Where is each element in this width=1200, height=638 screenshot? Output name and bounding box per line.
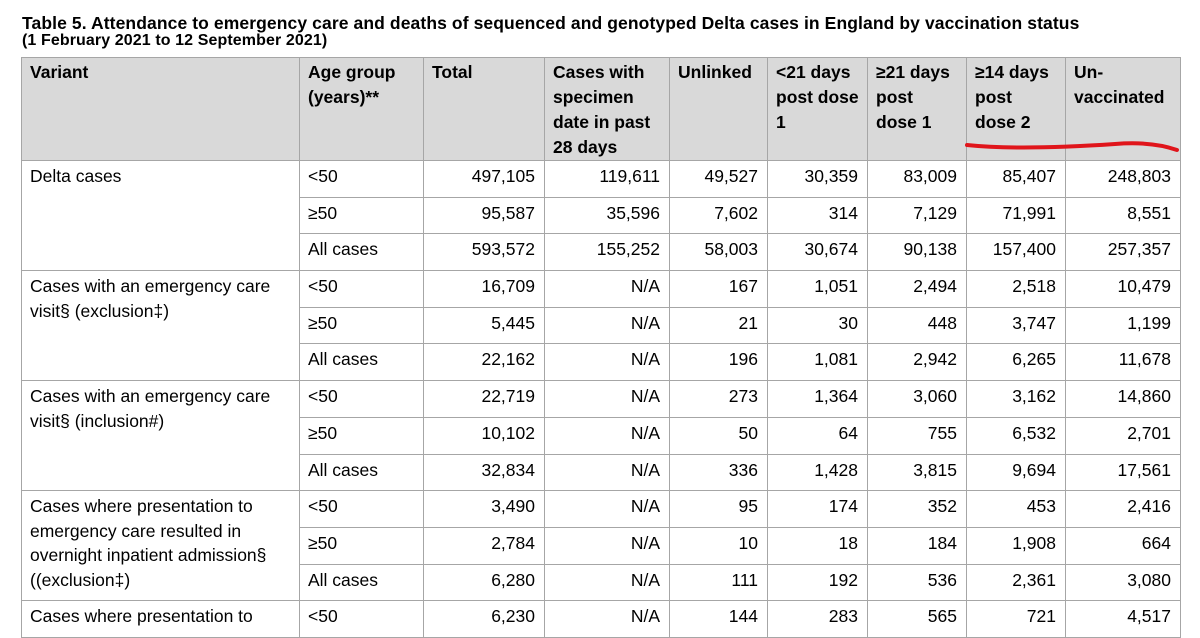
value-cell-lt21d1: 64 — [768, 417, 868, 454]
table-title — [22, 12, 1192, 50]
header-unlinked: Unlinked — [670, 58, 768, 161]
value-cell-ge14d2: 1,908 — [967, 527, 1066, 564]
value-cell-unvax: 3,080 — [1066, 564, 1181, 601]
value-cell-unvax: 4,517 — [1066, 601, 1181, 638]
value-cell-unlinked: 49,527 — [670, 161, 768, 198]
value-cell-ge14d2: 9,694 — [967, 454, 1066, 491]
value-cell-unlinked: 95 — [670, 491, 768, 528]
table-row — [22, 601, 1181, 638]
value-cell-unvax: 8,551 — [1066, 197, 1181, 234]
value-cell-unvax: 248,803 — [1066, 161, 1181, 198]
value-cell-total: 497,105 — [424, 161, 545, 198]
value-cell-total: 6,280 — [424, 564, 545, 601]
value-cell-unlinked: 144 — [670, 601, 768, 638]
age-group-cell: All cases — [300, 564, 424, 601]
value-cell-unvax: 2,701 — [1066, 417, 1181, 454]
value-cell-unvax: 14,860 — [1066, 381, 1181, 418]
value-cell-specimen: N/A — [545, 601, 670, 638]
value-cell-lt21d1: 174 — [768, 491, 868, 528]
value-cell-unlinked: 21 — [670, 307, 768, 344]
value-cell-total: 10,102 — [424, 417, 545, 454]
table-row — [22, 271, 1181, 308]
header-unvaccinated: Un-vaccinated — [1066, 58, 1181, 161]
value-cell-ge21d1: 352 — [868, 491, 967, 528]
value-cell-ge14d2: 2,518 — [967, 271, 1066, 308]
value-cell-specimen: N/A — [545, 381, 670, 418]
value-cell-specimen: N/A — [545, 417, 670, 454]
value-cell-ge14d2: 71,991 — [967, 197, 1066, 234]
value-cell-ge14d2: 2,361 — [967, 564, 1066, 601]
age-group-cell: <50 — [300, 491, 424, 528]
value-cell-ge14d2: 3,747 — [967, 307, 1066, 344]
age-group-cell: ≥50 — [300, 527, 424, 564]
value-cell-unvax: 17,561 — [1066, 454, 1181, 491]
value-cell-ge14d2: 157,400 — [967, 234, 1066, 271]
value-cell-ge14d2: 3,162 — [967, 381, 1066, 418]
value-cell-ge21d1: 448 — [868, 307, 967, 344]
value-cell-specimen: N/A — [545, 527, 670, 564]
value-cell-specimen: N/A — [545, 307, 670, 344]
value-cell-unvax: 664 — [1066, 527, 1181, 564]
value-cell-total: 3,490 — [424, 491, 545, 528]
value-cell-ge21d1: 184 — [868, 527, 967, 564]
value-cell-specimen: N/A — [545, 271, 670, 308]
value-cell-ge14d2: 85,407 — [967, 161, 1066, 198]
value-cell-unlinked: 10 — [670, 527, 768, 564]
value-cell-unlinked: 58,003 — [670, 234, 768, 271]
header-lt21-post-dose1: <21 days post dose 1 — [768, 58, 868, 161]
delta-cases-table — [21, 57, 1181, 638]
value-cell-ge14d2: 721 — [967, 601, 1066, 638]
value-cell-total: 32,834 — [424, 454, 545, 491]
value-cell-unlinked: 7,602 — [670, 197, 768, 234]
value-cell-ge21d1: 7,129 — [868, 197, 967, 234]
variant-cell: Delta cases — [22, 161, 300, 271]
value-cell-lt21d1: 1,081 — [768, 344, 868, 381]
variant-cell: Cases where presentation to — [22, 601, 300, 638]
header-ge14-post-dose2: ≥14 days post dose 2 — [967, 58, 1066, 161]
value-cell-lt21d1: 192 — [768, 564, 868, 601]
value-cell-unlinked: 111 — [670, 564, 768, 601]
value-cell-total: 22,719 — [424, 381, 545, 418]
value-cell-ge21d1: 3,060 — [868, 381, 967, 418]
table-row — [22, 381, 1181, 418]
value-cell-specimen: N/A — [545, 344, 670, 381]
value-cell-unlinked: 50 — [670, 417, 768, 454]
header-age-group: Age group (years)** — [300, 58, 424, 161]
value-cell-ge14d2: 453 — [967, 491, 1066, 528]
age-group-cell: ≥50 — [300, 197, 424, 234]
value-cell-lt21d1: 314 — [768, 197, 868, 234]
value-cell-ge21d1: 536 — [868, 564, 967, 601]
value-cell-lt21d1: 1,364 — [768, 381, 868, 418]
value-cell-ge14d2: 6,265 — [967, 344, 1066, 381]
header-cases-with-specimen: Cases with specimen date in past 28 days — [545, 58, 670, 161]
age-group-cell: <50 — [300, 601, 424, 638]
variant-cell: Cases with an emergency care visit§ (inclusion#) — [22, 381, 300, 491]
value-cell-lt21d1: 30 — [768, 307, 868, 344]
value-cell-lt21d1: 30,359 — [768, 161, 868, 198]
value-cell-total: 95,587 — [424, 197, 545, 234]
value-cell-unlinked: 273 — [670, 381, 768, 418]
value-cell-ge21d1: 3,815 — [868, 454, 967, 491]
value-cell-ge21d1: 755 — [868, 417, 967, 454]
variant-cell: Cases where presentation to emergency care resulted in overnight inpatient admission§ ((exclusion‡) — [22, 491, 300, 601]
value-cell-lt21d1: 30,674 — [768, 234, 868, 271]
table-row — [22, 161, 1181, 198]
age-group-cell: <50 — [300, 161, 424, 198]
value-cell-total: 6,230 — [424, 601, 545, 638]
value-cell-lt21d1: 283 — [768, 601, 868, 638]
value-cell-specimen: N/A — [545, 491, 670, 528]
age-group-cell: All cases — [300, 344, 424, 381]
age-group-cell: <50 — [300, 381, 424, 418]
value-cell-total: 2,784 — [424, 527, 545, 564]
header-row — [22, 58, 1181, 161]
value-cell-unvax: 10,479 — [1066, 271, 1181, 308]
value-cell-specimen: N/A — [545, 564, 670, 601]
value-cell-lt21d1: 1,051 — [768, 271, 868, 308]
value-cell-ge14d2: 6,532 — [967, 417, 1066, 454]
value-cell-specimen: 35,596 — [545, 197, 670, 234]
value-cell-ge21d1: 565 — [868, 601, 967, 638]
value-cell-ge21d1: 2,942 — [868, 344, 967, 381]
value-cell-specimen: 155,252 — [545, 234, 670, 271]
value-cell-unlinked: 336 — [670, 454, 768, 491]
value-cell-unvax: 11,678 — [1066, 344, 1181, 381]
value-cell-unlinked: 196 — [670, 344, 768, 381]
value-cell-ge21d1: 90,138 — [868, 234, 967, 271]
age-group-cell: ≥50 — [300, 417, 424, 454]
value-cell-unvax: 257,357 — [1066, 234, 1181, 271]
header-total: Total — [424, 58, 545, 161]
value-cell-total: 22,162 — [424, 344, 545, 381]
value-cell-unlinked: 167 — [670, 271, 768, 308]
value-cell-total: 16,709 — [424, 271, 545, 308]
table-title-line2: (1 February 2021 to 12 September 2021) — [22, 32, 328, 49]
table-title-line1: Table 5. Attendance to emergency care and deaths of sequenced and genotyped Delta cases in England by vaccination status — [22, 13, 1080, 33]
value-cell-unvax: 2,416 — [1066, 491, 1181, 528]
value-cell-unvax: 1,199 — [1066, 307, 1181, 344]
value-cell-lt21d1: 18 — [768, 527, 868, 564]
value-cell-lt21d1: 1,428 — [768, 454, 868, 491]
age-group-cell: All cases — [300, 454, 424, 491]
header-ge21-post-dose1: ≥21 days post dose 1 — [868, 58, 967, 161]
header-variant: Variant — [22, 58, 300, 161]
value-cell-specimen: N/A — [545, 454, 670, 491]
value-cell-ge21d1: 83,009 — [868, 161, 967, 198]
value-cell-specimen: 119,611 — [545, 161, 670, 198]
value-cell-total: 593,572 — [424, 234, 545, 271]
age-group-cell: All cases — [300, 234, 424, 271]
age-group-cell: <50 — [300, 271, 424, 308]
age-group-cell: ≥50 — [300, 307, 424, 344]
table-row — [22, 491, 1181, 528]
value-cell-total: 5,445 — [424, 307, 545, 344]
variant-cell: Cases with an emergency care visit§ (exclusion‡) — [22, 271, 300, 381]
value-cell-ge21d1: 2,494 — [868, 271, 967, 308]
